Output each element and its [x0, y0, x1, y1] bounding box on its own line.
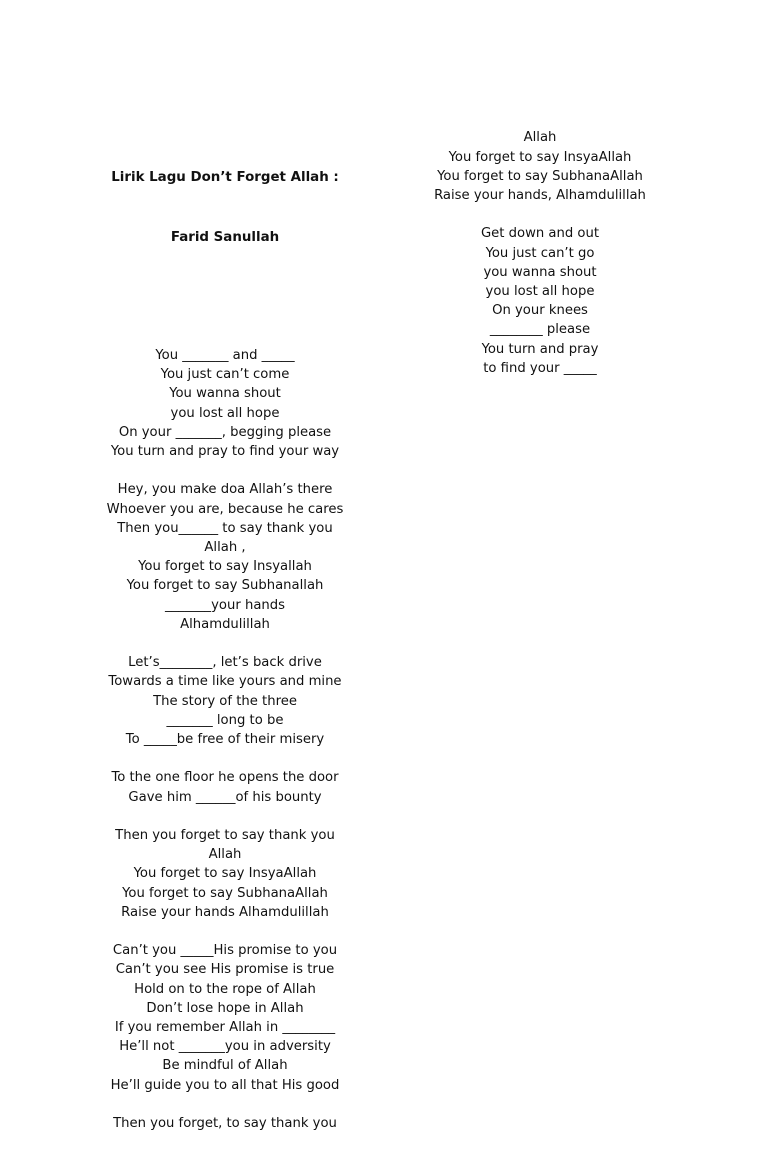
lyric-line: Can’t you _____His promise to you [112, 943, 338, 959]
lyric-line: You forget to say InsyaAllah [448, 149, 632, 165]
lyric-line: Then you______ to say thank you [117, 520, 333, 536]
left-column [90, 90, 360, 1152]
blank-line [90, 634, 360, 653]
lyric-line: You _______ and _____ [155, 348, 295, 363]
right-column [405, 90, 675, 397]
lyric-line: The story of the three [153, 693, 297, 709]
lyric-line: Then you forget, to say thank you [113, 1116, 337, 1132]
blank-line [90, 1095, 360, 1114]
lyric-line: To _____be free of their misery [125, 732, 325, 748]
lyric-line: you wanna shout [483, 264, 597, 280]
lyric-line: You forget to say Subhanallah [126, 578, 324, 594]
lyric-line: You forget to say Insyallah [138, 559, 312, 575]
lyric-line: You turn and pray [481, 341, 599, 357]
lyric-line: If you remember Allah in ________ [114, 1020, 336, 1036]
lyric-line: You forget to say InsyaAllah [133, 866, 317, 882]
lyric-line: You just can’t come [160, 367, 290, 383]
lyrics-right [405, 128, 675, 378]
lyric-line: You wanna shout [169, 386, 281, 402]
lyric-line: Can’t you see His promise is true [115, 962, 335, 978]
blank-line [90, 327, 360, 346]
blank-line [90, 922, 360, 941]
lyric-line: Be mindful of Allah [162, 1058, 288, 1074]
lyric-line: ________ please [489, 322, 591, 338]
lyric-line: Towards a time like yours and mine [108, 674, 342, 690]
lyric-line: He’ll guide you to all that His good [110, 1077, 340, 1093]
title-line: Lirik Lagu Don’t Forget Allah : [111, 170, 339, 186]
lyric-line: Whoever you are, because he cares [106, 501, 344, 517]
lyric-line: Raise your hands, Alhamdulillah [434, 188, 646, 204]
lyric-line: You turn and pray to find your way [110, 444, 340, 460]
lyrics-left [90, 327, 360, 1133]
lyric-line: _______ long to be [166, 712, 284, 728]
lyric-line: Hey, you make doa Allah’s there [117, 482, 333, 498]
title-line: Farid Sanullah [170, 230, 280, 246]
lyric-line: Allah , [204, 540, 246, 556]
lyric-line: Alhamdulillah [180, 616, 270, 632]
lyric-line: He’ll not _______you in adversity [119, 1039, 331, 1055]
lyric-line: Let’s________, let’s back drive [128, 655, 322, 671]
document-title [90, 128, 360, 288]
blank-line [405, 205, 675, 224]
lyric-line: Allah [208, 847, 242, 863]
lyric-line: You forget to say SubhanaAllah [437, 168, 643, 184]
lyric-line: To the one floor he opens the door [111, 770, 339, 786]
blank-line [90, 749, 360, 768]
blank-line [90, 461, 360, 480]
blank-line [90, 807, 360, 826]
lyric-line: Get down and out [480, 226, 600, 242]
lyric-line: You just can’t go [485, 245, 595, 261]
lyric-line: you lost all hope [170, 405, 280, 421]
lyric-line: Gave him ______of his bounty [128, 789, 322, 805]
lyric-line: Hold on to the rope of Allah [134, 981, 316, 997]
lyric-line: you lost all hope [485, 284, 595, 300]
lyric-line: to find your _____ [483, 360, 597, 376]
lyric-line: _______your hands [164, 597, 286, 613]
lyric-line: Allah [523, 130, 557, 146]
lyric-line: On your _______, begging please [118, 424, 332, 440]
lyric-line: Raise your hands Alhamdulillah [121, 904, 329, 920]
lyric-line: You forget to say SubhanaAllah [122, 885, 328, 901]
lyric-line: Then you forget to say thank you [115, 828, 335, 844]
lyric-line: On your knees [492, 303, 588, 319]
lyric-line: Don’t lose hope in Allah [146, 1000, 304, 1016]
